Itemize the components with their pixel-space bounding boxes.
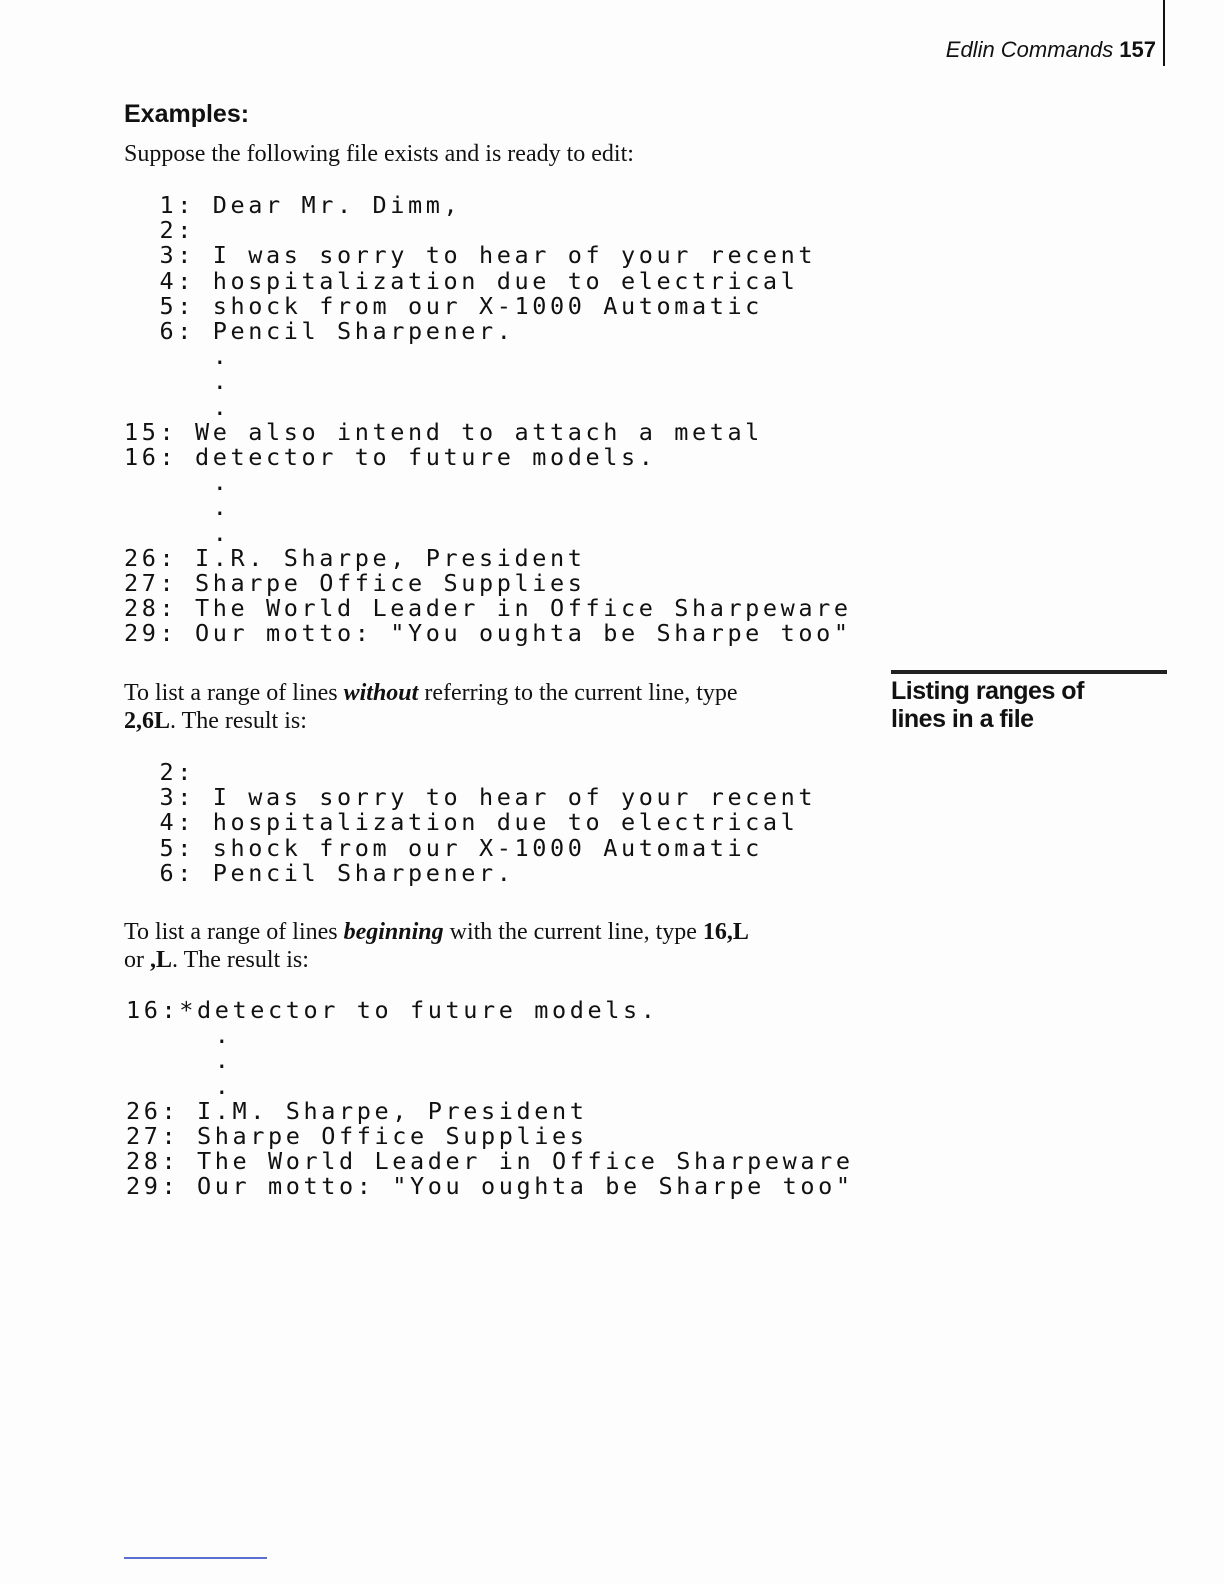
file-listing-line: 29: Our motto: "You oughta be Sharpe too" <box>124 619 852 648</box>
result-line: 27: Sharpe Office Supplies <box>126 1122 588 1151</box>
result-line: 6: Pencil Sharpener. <box>124 858 515 887</box>
file-listing <box>124 193 852 647</box>
file-listing-line: 1: Dear Mr. Dimm, <box>124 191 462 219</box>
section-heading: Examples: <box>124 100 250 128</box>
range-beginning-paragraph: To list a range of lines beginning with the current line, type 16,L or ,L. The result is: <box>124 919 749 973</box>
running-header <box>880 36 1156 64</box>
margin-note <box>891 677 1167 733</box>
ellipsis-dot: . <box>124 367 231 396</box>
result-line: 26: I.M. Sharpe, President <box>126 1096 588 1125</box>
ellipsis-dot: . <box>124 468 231 497</box>
result-line: 16:*detector to future models. <box>126 996 659 1024</box>
file-listing-line: 15: We also intend to attach a metal <box>124 417 763 446</box>
page-number: 157 <box>1119 37 1156 62</box>
file-listing-line: 16: detector to future models. <box>124 443 657 472</box>
running-header-title: Edlin Commands <box>945 37 1114 62</box>
ellipsis-dot: . <box>126 1046 233 1075</box>
result-line: 3: I was sorry to hear of your recent <box>124 783 817 812</box>
command-16L: 16,L <box>702 919 749 945</box>
file-listing-line: 28: The World Leader in Office Sharpeware <box>124 594 852 623</box>
intro-paragraph: Suppose the following file exists and is ready to edit: <box>124 141 634 167</box>
result-listing-1 <box>124 760 816 886</box>
result-line: 4: hospitalization due to electrical <box>124 808 799 837</box>
file-listing-line: 6: Pencil Sharpener. <box>124 317 515 346</box>
ellipsis-dot: . <box>124 342 231 371</box>
result-line: 2: <box>124 758 195 786</box>
ellipsis-dot: . <box>124 392 231 421</box>
file-listing-line: 27: Sharpe Office Supplies <box>124 569 586 598</box>
file-listing-line: 5: shock from our X-1000 Automatic <box>124 291 763 320</box>
ellipsis-dot: . <box>124 518 231 547</box>
margin-note-line: Listing ranges of <box>891 677 1084 705</box>
result-line: 28: The World Leader in Office Sharpeware <box>126 1147 854 1176</box>
command-2-6L: 2,6L <box>124 708 171 734</box>
file-listing-line: 3: I was sorry to hear of your recent <box>124 241 817 270</box>
file-listing-line: 4: hospitalization due to electrical <box>124 266 799 295</box>
footnote-rule <box>124 1557 267 1559</box>
ellipsis-dot: . <box>126 1021 233 1050</box>
emphasis-beginning: beginning <box>343 919 444 945</box>
file-listing-line: 26: I.R. Sharpe, President <box>124 543 586 572</box>
margin-note-rule <box>891 670 1167 674</box>
margin-note-line: lines in a file <box>891 705 1034 733</box>
ellipsis-dot: . <box>124 493 231 522</box>
result-listing-2 <box>126 998 854 1200</box>
emphasis-without: without <box>343 680 419 706</box>
result-line: 5: shock from our X-1000 Automatic <box>124 833 763 862</box>
header-rule <box>1163 0 1165 66</box>
ellipsis-dot: . <box>126 1071 233 1100</box>
command-comma-L: ,L <box>150 947 173 973</box>
result-line: 29: Our motto: "You oughta be Sharpe too" <box>126 1172 854 1201</box>
file-listing-line: 2: <box>124 216 195 245</box>
range-without-paragraph: To list a range of lines without referring to the current line, type 2,6L. The result is: <box>124 680 738 734</box>
